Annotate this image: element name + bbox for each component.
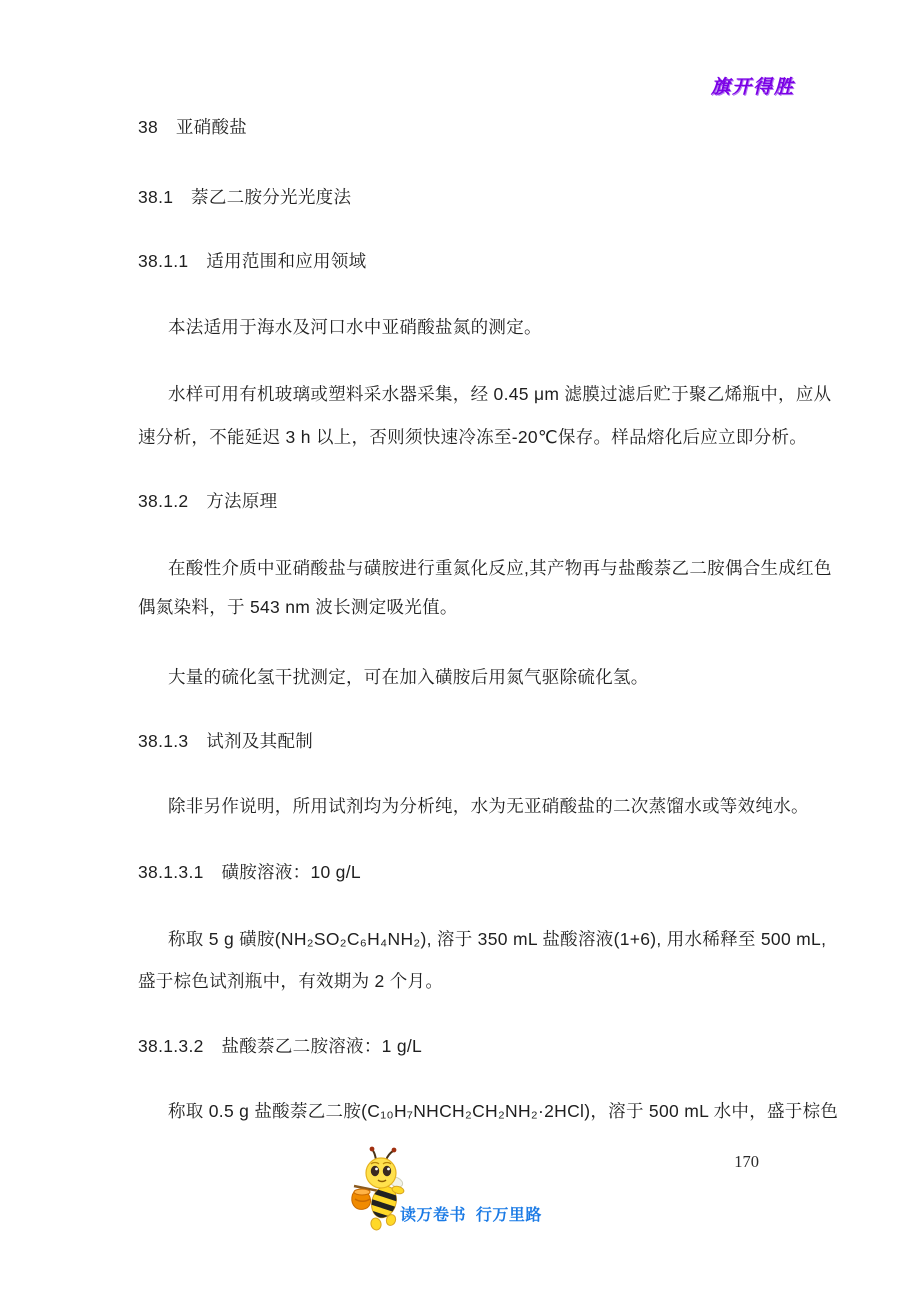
section-38-1-3-heading: 38.1.3 试剂及其配制 bbox=[138, 731, 314, 751]
paragraph-sampling-line2: 速分析，不能延迟 3 h 以上，否则须快速冷冻至-20℃保存。样品熔化后应立即分析。 bbox=[138, 427, 808, 447]
paragraph-scope: 本法适用于海水及河口水中亚硝酸盐氮的测定。 bbox=[168, 317, 542, 337]
paragraph-interference: 大量的硫化氢干扰测定，可在加入磺胺后用氮气驱除硫化氢。 bbox=[168, 667, 649, 687]
paragraph-sampling-line1: 水样可用有机玻璃或塑料采水器采集，经 0.45 μm 滤膜过滤后贮于聚乙烯瓶中，应从 bbox=[168, 384, 832, 404]
section-38-1-3-2-heading: 38.1.3.2 盐酸萘乙二胺溶液：1 g/L bbox=[138, 1036, 423, 1056]
paragraph-principle-line1: 在酸性介质中亚硝酸盐与磺胺进行重氮化反应,其产物再与盐酸萘乙二胺偶合生成红色 bbox=[168, 558, 832, 578]
paragraph-reagents-note: 除非另作说明，所用试剂均为分析纯，水为无亚硝酸盐的二次蒸馏水或等效纯水。 bbox=[168, 796, 809, 816]
paragraph-naphthylamine-line1: 称取 0.5 g 盐酸萘乙二胺(C₁₀H₇NHCH₂CH₂NH₂·2HCl)，溶于 500 mL 水中，盛于棕色 bbox=[168, 1101, 839, 1121]
paragraph-sulfanilamide-line1: 称取 5 g 磺胺(NH₂SO₂C₆H₄NH₂), 溶于 350 mL 盐酸溶液(1+6), 用水稀释至 500 mL, bbox=[168, 929, 827, 949]
section-38-1-heading: 38.1 萘乙二胺分光光度法 bbox=[138, 187, 352, 207]
footer-slogan: 读万卷书 行万里路 bbox=[400, 1207, 542, 1224]
section-38-1-1-heading: 38.1.1 适用范围和应用领域 bbox=[138, 251, 367, 271]
page-number: 170 bbox=[734, 1152, 759, 1171]
header-watermark: 旗开得胜 bbox=[710, 77, 795, 98]
section-38-1-3-1-heading: 38.1.3.1 磺胺溶液：10 g/L bbox=[138, 862, 361, 882]
paragraph-sulfanilamide-line2: 盛于棕色试剂瓶中，有效期为 2 个月。 bbox=[138, 971, 444, 991]
paragraph-principle-line2: 偶氮染料，于 543 nm 波长测定吸光值。 bbox=[138, 597, 458, 617]
section-38-1-2-heading: 38.1.2 方法原理 bbox=[138, 491, 278, 511]
chapter-heading: 38 亚硝酸盐 bbox=[138, 117, 248, 137]
